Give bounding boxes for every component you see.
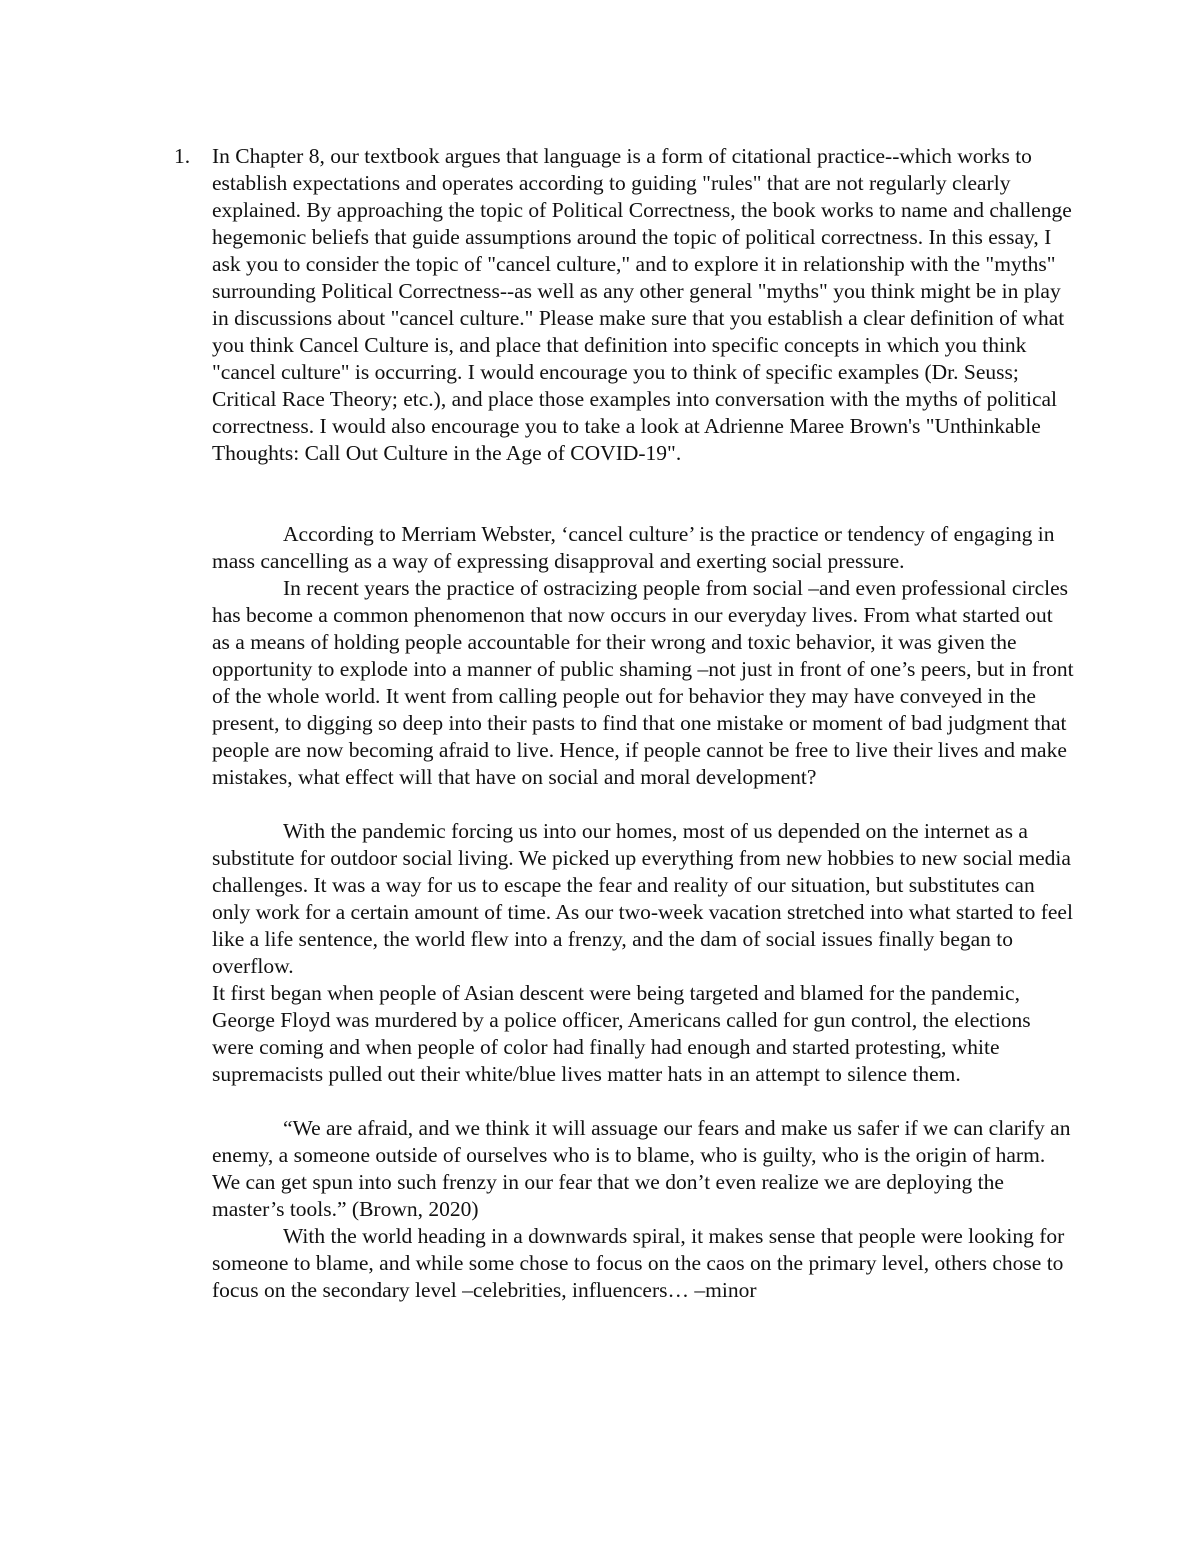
essay-paragraph-quote: “We are afraid, and we think it will assuage our fears and make us safer if we can clarify an enemy, a someone outside of ourselves who is to blame, who is guilty, who is the origin of harm. We can get spun into such frenzy in our fear that we don’t even realize we are deploying the master’s tools.” (Brown, 2020) bbox=[212, 1116, 1071, 1221]
essay-paragraph-ostracizing: In recent years the practice of ostracizing people from social –and even professional circles has become a common phenomenon that now occurs in our everyday lives. From what started out as a means of holding people accountable for their wrong and toxic behavior, it was given the opportunity to explode into a manner of public shaming –not just in front of one’s peers, but in front of the whole world. It went from calling people out for behavior they may have conveyed in the present, to digging so deep into their pasts to find that one mistake or moment of bad judgment that people are now becoming afraid to live. Hence, if people cannot be free to live their lives and make mistakes, what effect will that have on social and moral development? bbox=[212, 576, 1074, 789]
essay-paragraph-social-issues: It first began when people of Asian descent were being targeted and blamed for the pandemic, George Floyd was murdered by a police officer, Americans called for gun control, the elections were coming and when people of color had finally had enough and started protesting, white supremacists pulled out their white/blue lives matter hats in an attempt to silence them. bbox=[212, 981, 1031, 1086]
essay-paragraph-blame: With the world heading in a downwards spiral, it makes sense that people were looking for someone to blame, and while some chose to focus on the caos on the primary level, others chose to focus on the secondary level –celebrities, influencers… –minor bbox=[212, 1224, 1065, 1302]
prompt-text: In Chapter 8, our textbook argues that language is a form of citational practice--which works to establish expectations and operates according to guiding "rules" that are not regularly clearly explained. By approaching the topic of Political Correctness, the book works to name and challenge hegemonic beliefs that guide assumptions around the topic of political correctness. In this essay, I ask you to consider the topic of "cancel culture," and to explore it in relationship with the "myths" surrounding Political Correctness--as well as any other general "myths" you think might be in play in discussions about "cancel culture." Please make sure that you establish a clear definition of what you think Cancel Culture is, and place that definition into specific concepts in which you think "cancel culture" is occurring. I would encourage you to think of specific examples (Dr. Seuss; Critical Race Theory; etc.), and place those examples into conversation with the myths of political correctness. I would also encourage you to take a look at Adrienne Maree Brown's "Unthinkable Thoughts: Call Out Culture in the Age of COVID-19". bbox=[212, 144, 1072, 465]
essay-paragraph-pandemic: With the pandemic forcing us into our homes, most of us depended on the internet as a substitute for outdoor social living. We picked up everything from new hobbies to new social media challenges. It was a way for us to escape the fear and reality of our situation, but substitutes can only work for a certain amount of time. As our two-week vacation stretched into what started to feel like a life sentence, the world flew into a frenzy, and the dam of social issues finally began to overflow. bbox=[212, 819, 1073, 978]
essay-body bbox=[212, 521, 1074, 1304]
essay-paragraph-definition: According to Merriam Webster, ‘cancel culture’ is the practice or tendency of engaging in mass cancelling as a way of expressing disapproval and exerting social pressure. bbox=[212, 522, 1055, 573]
paragraph-gap bbox=[212, 1088, 1074, 1115]
essay-prompt bbox=[174, 143, 1074, 467]
paragraph-gap bbox=[212, 791, 1074, 818]
prompt-number: 1. bbox=[174, 144, 191, 168]
